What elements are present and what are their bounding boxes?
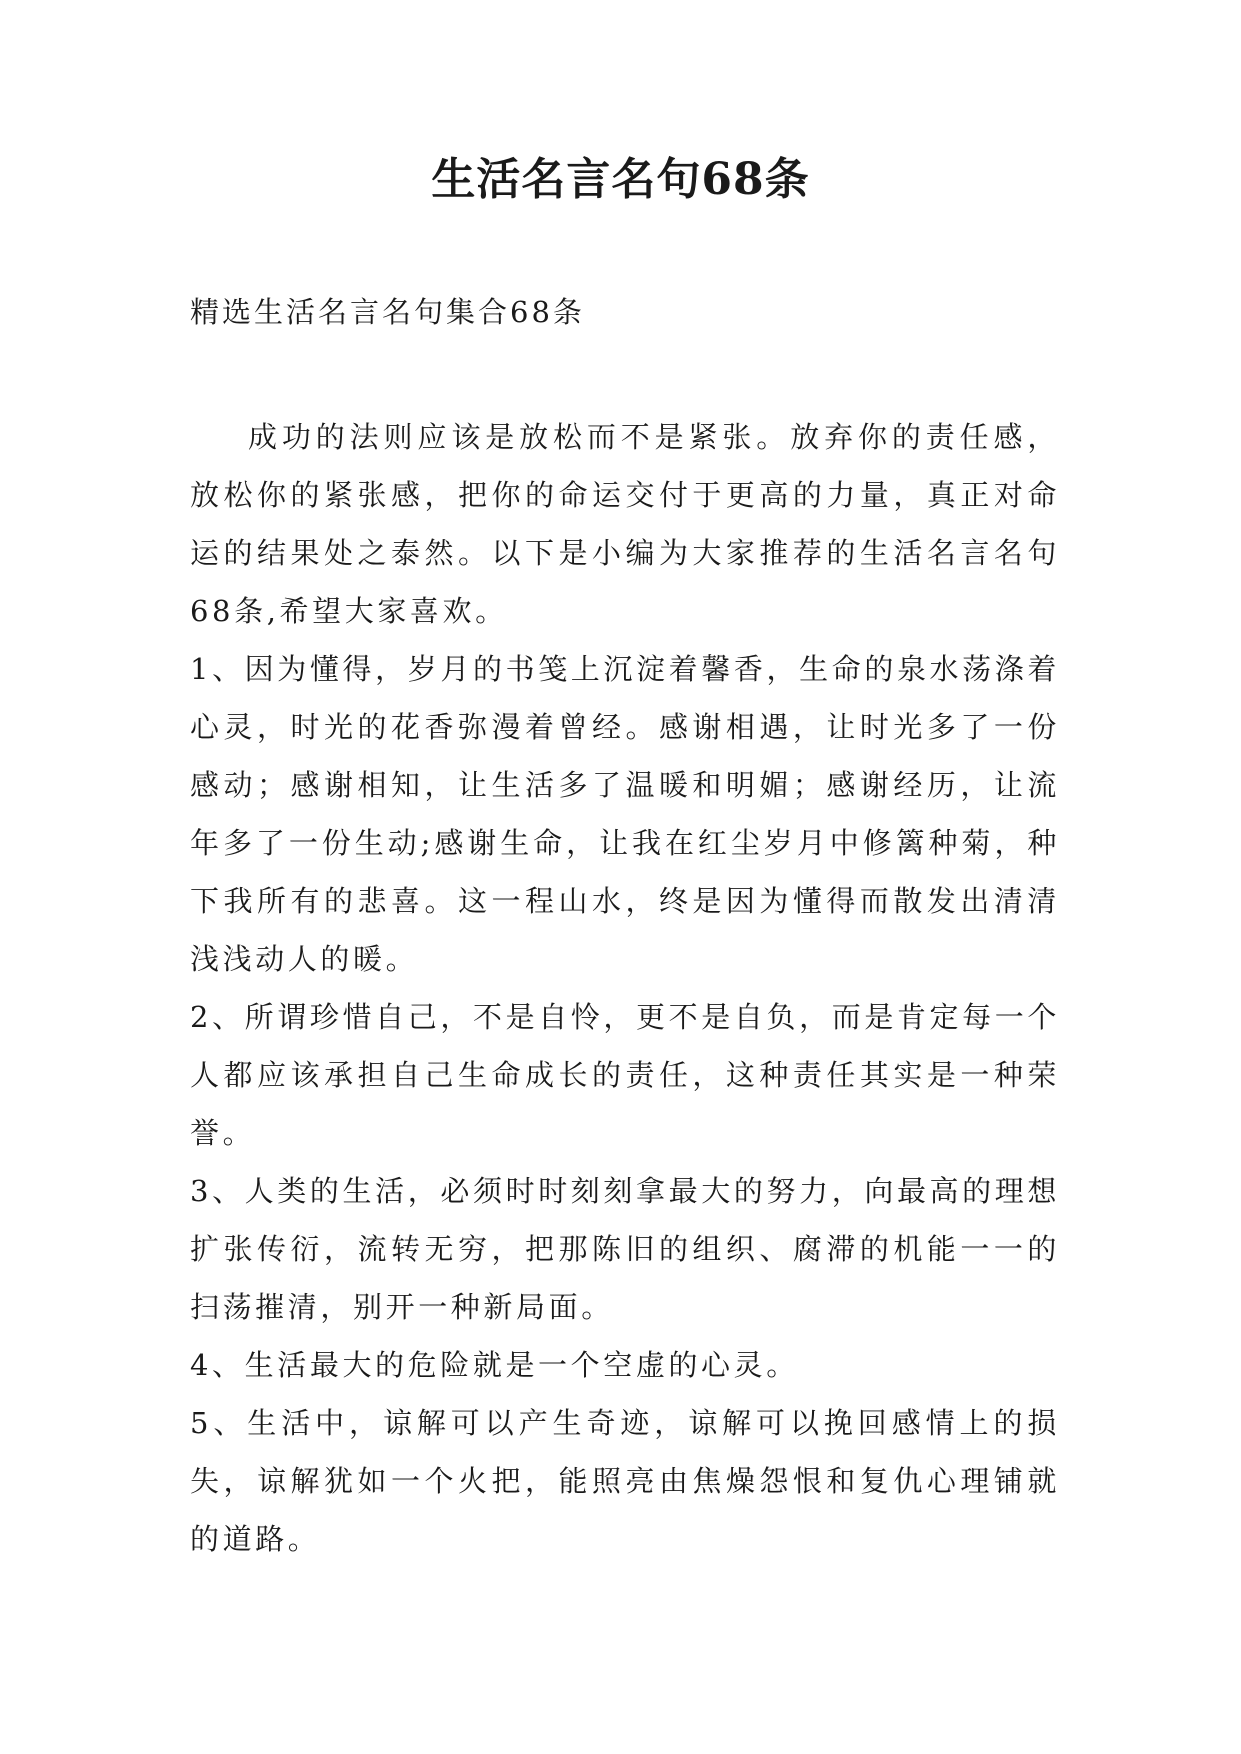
document-body xyxy=(190,408,1060,1568)
quote-paragraph-1: 1、因为懂得，岁月的书笺上沉淀着馨香，生命的泉水荡涤着心灵，时光的花香弥漫着曾经。感谢相遇，让时光多了一份感动；感谢相知，让生活多了温暖和明媚；感谢经历，让流年多了一份生动;感谢生命，让我在红尘岁月中修篱种菊，种下我所有的悲喜。这一程山水，终是因为懂得而散发出清清浅浅动人的暖。 xyxy=(190,652,1060,976)
quote-paragraph-5: 5、生活中，谅解可以产生奇迹，谅解可以挽回感情上的损失，谅解犹如一个火把，能照亮由焦燥怨恨和复仇心理铺就的道路。 xyxy=(190,1406,1060,1556)
document-subtitle: 精选生活名言名句集合68条 xyxy=(190,295,585,329)
quote-paragraph-3: 3、人类的生活，必须时时刻刻拿最大的努力，向最高的理想扩张传衍，流转无穷，把那陈旧的组织、腐滞的机能一一的扫荡摧清，别开一种新局面。 xyxy=(190,1174,1060,1324)
quote-paragraph-2: 2、所谓珍惜自己，不是自怜，更不是自负，而是肯定每一个人都应该承担自己生命成长的责任，这种责任其实是一种荣誉。 xyxy=(190,1000,1060,1150)
document-title: 生活名言名句68条 xyxy=(431,154,810,205)
intro-paragraph: 成功的法则应该是放松而不是紧张。放弃你的责任感，放松你的紧张感，把你的命运交付于更高的力量，真正对命运的结果处之泰然。以下是小编为大家推荐的生活名言名句68条,希望大家喜欢。 xyxy=(190,420,1060,628)
quote-paragraph-4: 4、生活最大的危险就是一个空虚的心灵。 xyxy=(190,1348,799,1382)
